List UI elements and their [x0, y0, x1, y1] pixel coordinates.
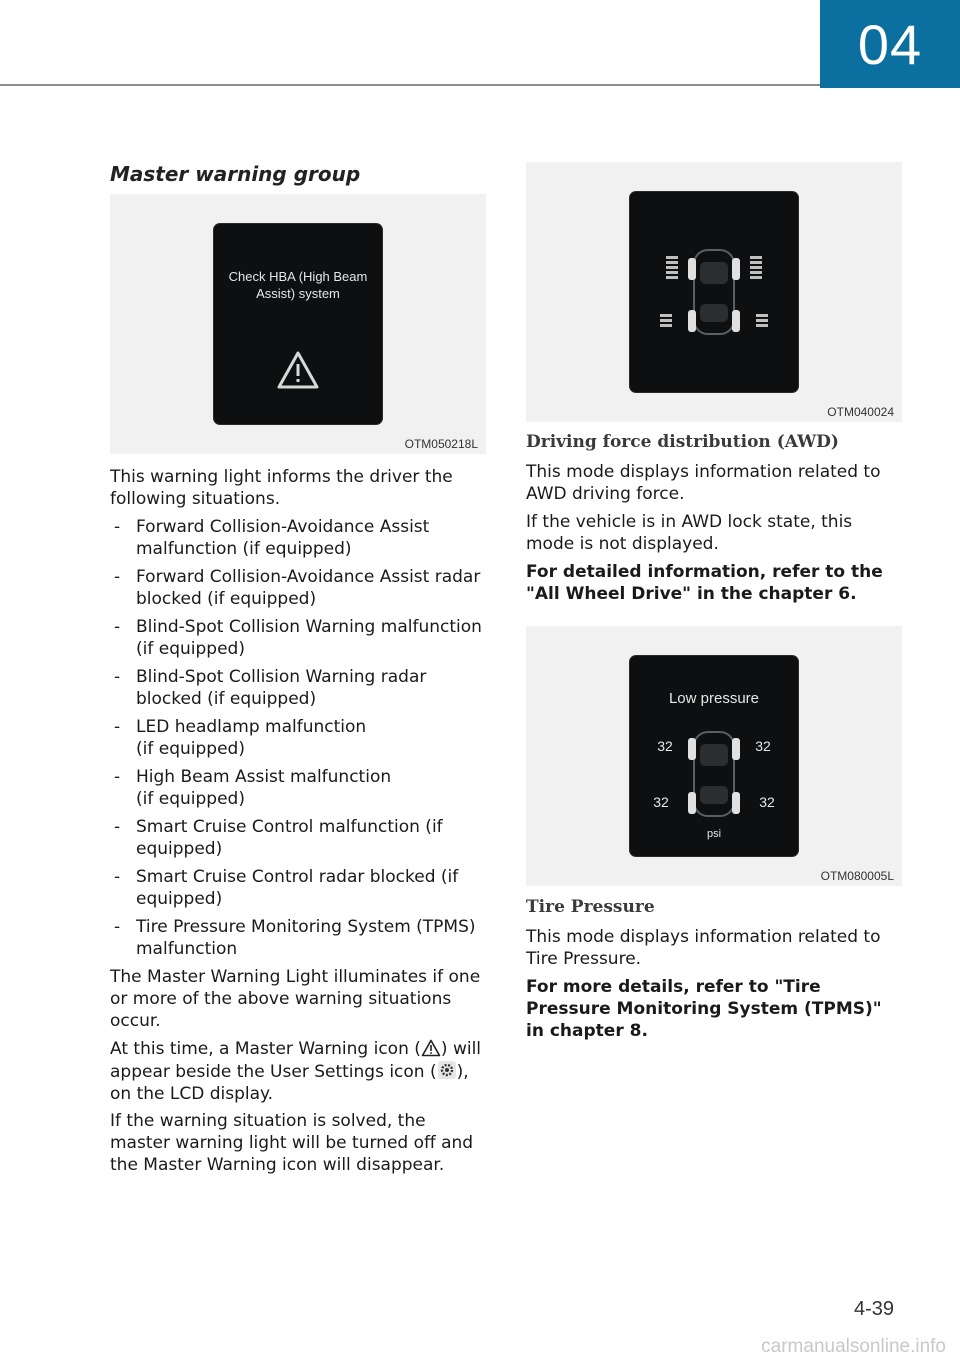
- header-rule: [0, 84, 820, 86]
- cluster-screen: [214, 224, 382, 424]
- awd-reference: For detailed information, refer to the "All Wheel Drive" in the chapter 6.: [526, 562, 883, 604]
- list-item: - Forward Collision-Avoidance Assist radar blocked (if equipped): [114, 567, 481, 609]
- awd-title: Driving force distribution (AWD): [526, 432, 839, 452]
- master-warning-text: The Master Warning Light illuminates if one or more of the above warning situations occur.: [110, 967, 481, 1031]
- cluster-screen: [630, 656, 798, 856]
- intro-text: This warning light informs the driver the following situations.: [110, 467, 453, 509]
- awd-vehicle-icon: [630, 192, 798, 392]
- warning-triangle-icon: [276, 350, 320, 390]
- tire-reference: For more details, refer to "Tire Pressure Monitoring System (TPMS)" in chapter 8.: [526, 977, 882, 1041]
- master-warning-icon-text: At this time, a Master Warning icon ( ) will appear beside the User Settings icon ( ), on the LCD display.: [110, 1039, 482, 1104]
- warning-triangle-icon: [421, 1039, 441, 1057]
- figure-hba-warning: [110, 194, 486, 454]
- figure-awd: [526, 162, 902, 422]
- figure-tire-pressure: [526, 626, 902, 886]
- screen-title: Low pressure: [668, 690, 760, 707]
- vehicle-top-icon: [630, 656, 798, 856]
- resolved-text: If the warning situation is solved, the master warning light will be turned off and the Master Warning icon will disappear.: [110, 1111, 474, 1175]
- list-item: - Smart Cruise Control radar blocked (if equipped): [114, 867, 459, 909]
- situation-list: [110, 516, 486, 966]
- list-item: - LED headlamp malfunction (if equipped): [114, 717, 367, 759]
- awd-text-2: If the vehicle is in AWD lock state, this mode is not displayed.: [526, 512, 853, 554]
- list-item: - Blind-Spot Collision Warning malfunction (if equipped): [114, 617, 482, 659]
- tire-title: Tire Pressure: [526, 897, 655, 917]
- awd-text-1: This mode displays information related to AWD driving force.: [526, 462, 881, 504]
- list-item: - Forward Collision-Avoidance Assist malfunction (if equipped): [114, 517, 430, 559]
- cluster-screen: [630, 192, 798, 392]
- list-item: - Blind-Spot Collision Warning radar blocked (if equipped): [114, 667, 427, 709]
- section-title: Master warning group: [110, 162, 361, 186]
- list-item: - Tire Pressure Monitoring System (TPMS) malfunction: [114, 917, 476, 959]
- chapter-tab: 04: [820, 0, 960, 88]
- tire-front-right: 32: [755, 738, 771, 754]
- gear-icon: [437, 1060, 457, 1080]
- watermark: carmanualsonline.info: [761, 1336, 946, 1357]
- tire-rear-left: 32: [653, 794, 669, 810]
- list-item: - High Beam Assist malfunction (if equipped): [114, 767, 392, 809]
- tire-rear-right: 32: [759, 794, 775, 810]
- screen-message: Check HBA (High Beam Assist) system: [228, 269, 368, 301]
- figure-caption: OTM080005L: [820, 869, 894, 883]
- tire-front-left: 32: [657, 738, 673, 754]
- figure-caption: OTM050218L: [404, 437, 478, 451]
- pressure-unit: psi: [706, 828, 722, 840]
- figure-caption: OTM040024: [827, 405, 894, 419]
- tire-text: This mode displays information related to Tire Pressure.: [526, 927, 881, 969]
- list-item: - Smart Cruise Control malfunction (if equipped): [114, 817, 443, 859]
- page-number: 4-39: [853, 1298, 894, 1320]
